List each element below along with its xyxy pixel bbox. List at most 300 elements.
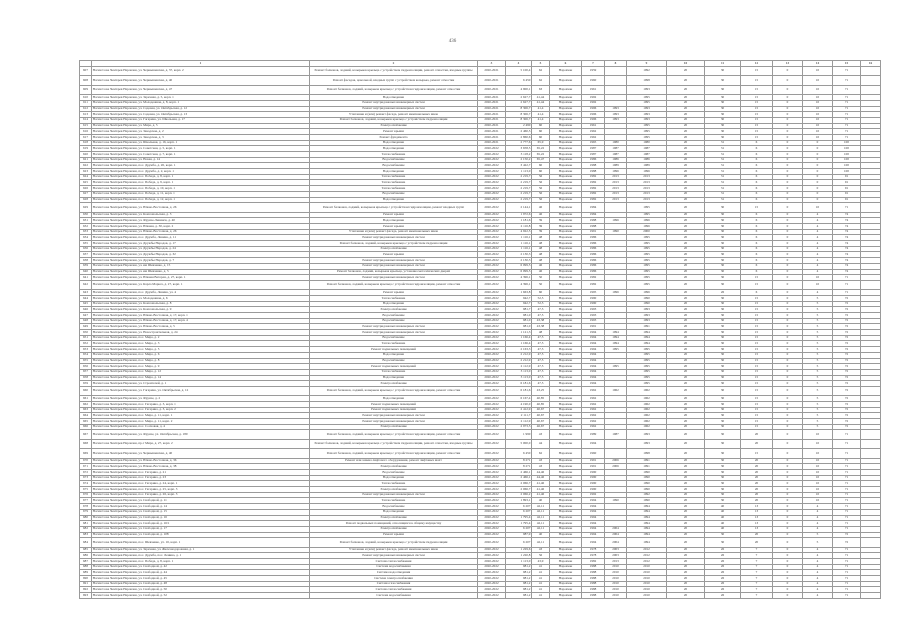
cell-work: Ремонт крыши	[310, 224, 478, 230]
cell-n: 655	[80, 358, 92, 364]
cell-addr: Ногин Сове Чем'ерев Наровчан, пос. Гагарина, д. 24, корп. 1	[92, 481, 310, 487]
cell-sum: 1 113,0	[506, 169, 532, 175]
cell-y2: 1987	[605, 430, 627, 439]
column-header: 15	[833, 61, 861, 67]
cell-d: 0	[773, 318, 803, 324]
page-number: 436	[448, 39, 457, 44]
cell-type: Наровчан	[550, 140, 582, 146]
cell-c: 20	[741, 487, 773, 493]
cell-addr: Ногин Сове Чем'ерев Наровчан, ул. Молодежная, д. 6	[92, 295, 310, 301]
cell-d: 0	[773, 458, 803, 464]
cell-d: 0	[773, 218, 803, 224]
cell-area: 56	[532, 553, 550, 559]
table-row	[80, 386, 881, 395]
cell-type: Наровчан	[550, 481, 582, 487]
cell-work: Водоснабжение	[310, 163, 478, 169]
cell-e: 4	[803, 559, 833, 565]
cell-addr: Ногин Сове Чем'ерев Наровчан, ул. Южно-Восточная, д. 36	[92, 458, 310, 464]
cell-y2: 1993	[605, 106, 627, 112]
cell-sum: 8 271	[506, 464, 532, 470]
cell-area: 44,46	[532, 470, 550, 476]
cell-sum: 3 118,2	[506, 152, 532, 158]
cell-type: Наровчан	[550, 413, 582, 419]
cell-sum: 2 111,7	[506, 413, 532, 419]
cell-type: Наровчан	[550, 307, 582, 313]
cell-type: Наровчан	[550, 358, 582, 364]
cell-e: 4	[803, 521, 833, 527]
cell-a: 20	[667, 547, 705, 553]
cell-b: 30	[705, 487, 741, 493]
cell-y1: 1982	[582, 174, 605, 180]
cell-c: 20	[741, 532, 773, 538]
cell-f: 100	[833, 140, 861, 146]
cell-d: 0	[773, 307, 803, 313]
cell-c: 15	[741, 307, 773, 313]
cell-addr: Ногин Сове Чем'ерев Наровчан, пос. Мира, д. 12	[92, 369, 310, 375]
cell-empty	[861, 386, 881, 395]
cell-f: 72	[833, 295, 861, 301]
cell-period: 2020-2022	[478, 470, 506, 476]
cell-work: Теплоснабжение	[310, 174, 478, 180]
cell-a: 20	[667, 275, 705, 281]
cell-f: 91	[833, 180, 861, 186]
cell-e: 4	[803, 229, 833, 235]
cell-a: 20	[667, 413, 705, 419]
cell-f: 72	[833, 335, 861, 341]
cell-b: 30	[705, 538, 741, 547]
cell-b: 30	[705, 295, 741, 301]
cell-sum: 981,2	[506, 581, 532, 587]
cell-a: 20	[667, 515, 705, 521]
cell-y1: 1990	[582, 481, 605, 487]
cell-a: 20	[667, 402, 705, 408]
cell-n: 692	[80, 587, 92, 593]
cell-area: 48	[532, 330, 550, 336]
cell-y3: 1994	[627, 509, 667, 515]
cell-c: 7	[741, 581, 773, 587]
cell-type: Наровчан	[550, 95, 582, 101]
cell-d: 0	[773, 280, 803, 289]
cell-c: 6	[741, 191, 773, 197]
cell-y3: 1993	[627, 439, 667, 448]
cell-period: 2020-2022	[478, 369, 506, 375]
cell-d: 0	[773, 593, 803, 599]
cell-n: 640	[80, 269, 92, 275]
cell-n: 674	[80, 481, 92, 487]
cell-area: 46	[532, 263, 550, 269]
cell-type: Наровчан	[550, 313, 582, 319]
cell-e: 5	[803, 402, 833, 408]
cell-d: 0	[773, 381, 803, 387]
cell-addr: Ногин Сове Чем'ерев Наровчан, ул. Гагарина, ул. Школьная, д. 17	[92, 117, 310, 123]
cell-d: 0	[773, 419, 803, 425]
cell-d: 0	[773, 581, 803, 587]
cell-a: 20	[667, 280, 705, 289]
cell-e: 10	[803, 100, 833, 106]
cell-c: 15	[741, 203, 773, 212]
cell-area: 65,47	[532, 157, 550, 163]
cell-d: 0	[773, 538, 803, 547]
table-row	[80, 449, 881, 458]
cell-sum: 2 212,9	[506, 352, 532, 358]
cell-y3: 1995	[627, 364, 667, 370]
cell-b: 30	[705, 117, 741, 123]
cell-area: 47,5	[532, 313, 550, 319]
cell-d: 0	[773, 229, 803, 235]
column-header: 4	[506, 61, 532, 67]
cell-b: 30	[705, 307, 741, 313]
cell-a: 20	[667, 553, 705, 559]
cell-c: 15	[741, 100, 773, 106]
cell-e: 4	[803, 212, 833, 218]
cell-sum: 981,0	[506, 324, 532, 330]
cell-n: 689	[80, 570, 92, 576]
cell-y2: 2010	[605, 581, 627, 587]
cell-sum: 2 627,7	[506, 95, 532, 101]
cell-b: 30	[705, 212, 741, 218]
cell-b: 30	[705, 402, 741, 408]
cell-type: Наровчан	[550, 475, 582, 481]
cell-area: 41,46	[532, 487, 550, 493]
cell-sum: 981,2	[506, 587, 532, 593]
cell-e: 0	[803, 186, 833, 192]
cell-work: Ремонт подвальных помещений, относящихся к общему имуществу	[310, 521, 478, 527]
cell-b: 30	[705, 324, 741, 330]
cell-b: 40	[705, 509, 741, 515]
cell-period: 2020-2022	[478, 498, 506, 504]
cell-y2: 2010	[605, 570, 627, 576]
cell-e: 5	[803, 538, 833, 547]
cell-y3: 1998	[627, 76, 667, 85]
cell-sum: 2 219,7	[506, 191, 532, 197]
cell-y3: 1995	[627, 123, 667, 129]
cell-b: 40	[705, 515, 741, 521]
cell-d: 0	[773, 498, 803, 504]
cell-a: 20	[667, 330, 705, 336]
cell-d: 0	[773, 191, 803, 197]
cell-addr: Ногин Сове Чем'ерев Наровчан, ул. им Шевченко, д. 15	[92, 263, 310, 269]
cell-y1: 1987	[582, 152, 605, 158]
cell-area: 41,46	[532, 481, 550, 487]
cell-type: Наровчан	[550, 504, 582, 510]
cell-area: 60	[532, 129, 550, 135]
cell-n: 648	[80, 318, 92, 324]
cell-c: 15	[741, 134, 773, 140]
cell-f: 72	[833, 330, 861, 336]
cell-y1: 1994	[582, 347, 605, 353]
cell-period: 2020-2022	[478, 504, 506, 510]
cell-f: 100	[833, 152, 861, 158]
cell-area: 60	[532, 169, 550, 175]
cell-y1: 1984	[582, 203, 605, 212]
cell-type: Наровчан	[550, 386, 582, 395]
cell-type: Наровчан	[550, 526, 582, 532]
cell-y1: 1988	[582, 593, 605, 599]
cell-y1: 1988	[582, 163, 605, 169]
cell-addr: Ногин Сове Чем'ерев Наровчан, ул. Свободной, д. 15	[92, 509, 310, 515]
cell-n: 628	[80, 197, 92, 203]
cell-addr: Ногин Сове Чем'ерев Наровчан, ул. Школьная, д. 16, корп. 1	[92, 140, 310, 146]
cell-sum: 3 422,7	[506, 163, 532, 169]
cell-n: 673	[80, 475, 92, 481]
cell-n: 625	[80, 180, 92, 186]
cell-e: 10	[803, 449, 833, 458]
cell-y3: 1962	[627, 386, 667, 395]
cell-n: 639	[80, 263, 92, 269]
cell-y2: 1995	[605, 347, 627, 353]
cell-period: 2020-2022	[478, 169, 506, 175]
cell-y3: 1994	[627, 515, 667, 521]
cell-e: 4	[803, 526, 833, 532]
cell-c: 15	[741, 313, 773, 319]
cell-type: Наровчан	[550, 258, 582, 264]
cell-b: 30	[705, 458, 741, 464]
cell-a: 20	[667, 358, 705, 364]
cell-work: Водоотведение	[310, 301, 478, 307]
cell-b: 30	[705, 123, 741, 129]
cell-a: 20	[667, 475, 705, 481]
cell-period: 2020-2022	[478, 402, 506, 408]
cell-y2: 2004	[605, 538, 627, 547]
cell-work: Теплоснабжение	[310, 481, 478, 487]
cell-area: 41	[532, 570, 550, 576]
cell-a: 20	[667, 218, 705, 224]
cell-f: 72	[833, 313, 861, 319]
cell-a: 20	[667, 152, 705, 158]
cell-n: 693	[80, 593, 92, 599]
cell-addr: Ногин Сове Чем'ерев Наровчан, ул. Южно-Восточная, д. 26	[92, 229, 310, 235]
cell-type: Наровчан	[550, 76, 582, 85]
cell-period: 2020-2022	[478, 413, 506, 419]
cell-f: 74	[833, 258, 861, 264]
cell-addr: Ногин Сове Чем'ерев Наровчан, ул. Южная Ветеран, д. 27, корп. 1	[92, 275, 310, 281]
cell-period: 2020-2022	[478, 335, 506, 341]
cell-d: 0	[773, 129, 803, 135]
cell-work: Ремонт крыши	[310, 129, 478, 135]
cell-b: 30	[705, 203, 741, 212]
cell-addr: Ногин Сове Чем'ерев Наровчан, пос. Победа, д. 12, корп. 1	[92, 197, 310, 203]
cell-period: 2020-2022	[478, 581, 506, 587]
cell-sum: 981,2	[506, 576, 532, 582]
cell-y1: 1962	[582, 419, 605, 425]
cell-addr: Ногин Сове Чем'ерев Наровчан, ул. Южно-Восточная, д. 17, корп. 1	[92, 313, 310, 319]
cell-b: 30	[705, 224, 741, 230]
cell-n: 683	[80, 532, 92, 538]
cell-d: 0	[773, 341, 803, 347]
cell-sum: 2 130,3	[506, 258, 532, 264]
cell-y3: 1995	[627, 203, 667, 212]
cell-y3: 2010	[627, 581, 667, 587]
cell-period: 2020-2021	[478, 134, 506, 140]
cell-sum: 1 116,1	[506, 246, 532, 252]
cell-e: 10	[803, 492, 833, 498]
cell-work: Теплоснабжение	[310, 341, 478, 347]
cell-n: 658	[80, 375, 92, 381]
cell-y3: 1998	[627, 449, 667, 458]
cell-area: 48	[532, 252, 550, 258]
cell-addr: Ногин Сове Чем'ерев Наровчан, пос. Мира, д. 8	[92, 358, 310, 364]
cell-addr: Ногин Сове Чем'ерев Наровчан, пос. Дружба, Ленина, ул. 4	[92, 290, 310, 296]
table-row	[80, 593, 881, 599]
cell-y1: 1994	[582, 369, 605, 375]
cell-n: 637	[80, 252, 92, 258]
cell-d: 0	[773, 269, 803, 275]
cell-area: 56	[532, 186, 550, 192]
cell-e: 4	[803, 263, 833, 269]
cell-n: 646	[80, 307, 92, 313]
cell-e: 10	[803, 112, 833, 118]
cell-addr: Ногин Сове Чем'ерев Наровчан, ул. Дружбы Народов, д. 24	[92, 246, 310, 252]
cell-n: 619	[80, 146, 92, 152]
cell-n: 629	[80, 203, 92, 212]
cell-type: Наровчан	[550, 152, 582, 158]
cell-work: Ремонт внутридомовых инженерных систем	[310, 275, 478, 281]
cell-work: Теплоснабжение	[310, 186, 478, 192]
cell-addr: Ногин Сове Чем'ерев Наровчан, ул. Фрунзе, д. 2	[92, 396, 310, 402]
cell-a: 20	[667, 509, 705, 515]
cell-e: 0	[803, 146, 833, 152]
cell-sum: 3 113,0	[506, 375, 532, 381]
cell-period: 2020-2022	[478, 258, 506, 264]
cell-d: 0	[773, 157, 803, 163]
cell-d: 0	[773, 576, 803, 582]
cell-addr: Ногин Сове Чем'ерев Наровчан, ул. Южно-Восточная, д. 17, корп. 4	[92, 318, 310, 324]
cell-c: 6	[741, 163, 773, 169]
cell-empty	[861, 76, 881, 85]
cell-f: 71	[833, 470, 861, 476]
cell-area: 40	[532, 498, 550, 504]
cell-sum: 5 000,0	[506, 439, 532, 448]
cell-c: 7	[741, 553, 773, 559]
cell-f: 100	[833, 157, 861, 163]
cell-d: 0	[773, 386, 803, 395]
cell-type: Наровчан	[550, 67, 582, 76]
cell-addr: Ногин Сове Чем'ерев Наровчан, ул. Свободной, д. 108	[92, 532, 310, 538]
cell-e: 5	[803, 419, 833, 425]
cell-addr: Ногин Сове Чем'ерев Наровчан, ул. Чернышевская, д. 37, корп. 2	[92, 67, 310, 76]
cell-b: 30	[705, 407, 741, 413]
cell-y3: 1996	[627, 218, 667, 224]
cell-y3: 1995	[627, 269, 667, 275]
cell-sum: 4 190,0	[506, 402, 532, 408]
cell-addr: Ногин Сове Чем'ерев Наровчан, пос. Дружба, Ленина, д. 11	[92, 235, 310, 241]
cell-y2: 1995	[605, 364, 627, 370]
cell-d: 0	[773, 526, 803, 532]
cell-d: 0	[773, 330, 803, 336]
cell-f: 71	[833, 564, 861, 570]
cell-work: Водоотведение	[310, 146, 478, 152]
cell-d: 0	[773, 246, 803, 252]
cell-y3: 1990	[627, 470, 667, 476]
cell-type: Наровчан	[550, 112, 582, 118]
cell-addr: Ногин Сове Чем'ерев Наровчан, пос. Гагарина, д. 25, корп. 3	[92, 487, 310, 493]
cell-f: 71	[833, 481, 861, 487]
cell-period: 2020-2021	[478, 95, 506, 101]
cell-work: Система водоснабжения	[310, 593, 478, 599]
cell-addr: Ногин Сове Чем'ерев Наровчан, ул. Южно-Восточная, д. 5	[92, 324, 310, 330]
cell-y3: 1993	[627, 106, 667, 112]
cell-c: 13	[741, 504, 773, 510]
cell-work: Водоснабжение	[310, 191, 478, 197]
cell-d: 0	[773, 100, 803, 106]
cell-c: 6	[741, 229, 773, 235]
cell-e: 4	[803, 241, 833, 247]
cell-y1: 1978	[582, 547, 605, 553]
cell-f: 72	[833, 364, 861, 370]
cell-e: 4	[803, 515, 833, 521]
cell-f: 72	[833, 375, 861, 381]
cell-addr: Ногин Сове Чем'ерев Наровчан, ул. Свободной, д. 50	[92, 587, 310, 593]
cell-n: 665	[80, 419, 92, 425]
cell-e: 10	[803, 85, 833, 94]
cell-period: 2020-2022	[478, 241, 506, 247]
cell-work: Ремонт внутридомовых инженерных систем	[310, 492, 478, 498]
cell-period: 2020-2021	[478, 76, 506, 85]
cell-sum: 8 306,7	[506, 106, 532, 112]
cell-sum: 942,7	[506, 301, 532, 307]
cell-sum: 2 627,7	[506, 100, 532, 106]
cell-sum: 2 777,6	[506, 140, 532, 146]
cell-addr: Ногин Сове Чем'ерев Наровчан, пос. Гагарина, д. 3, корп. 1	[92, 402, 310, 408]
cell-type: Наровчан	[550, 163, 582, 169]
cell-y1: 1982	[582, 280, 605, 289]
cell-d: 0	[773, 532, 803, 538]
cell-f: 72	[833, 358, 861, 364]
cell-d: 0	[773, 180, 803, 186]
cell-period: 2020-2022	[478, 364, 506, 370]
cell-c: 15	[741, 347, 773, 353]
cell-e: 5	[803, 335, 833, 341]
cell-d: 0	[773, 430, 803, 439]
cell-area: 43	[532, 547, 550, 553]
cell-d: 0	[773, 224, 803, 230]
cell-f: 71	[833, 449, 861, 458]
cell-e: 5	[803, 330, 833, 336]
cell-f: 72	[833, 352, 861, 358]
cell-addr: Ногин Сове Чем'ерев Наровчан, пос. Гагарина, д. 21	[92, 470, 310, 476]
cell-y2: 1962	[605, 386, 627, 395]
cell-sum: 1 663,8	[506, 290, 532, 296]
column-header: 12	[741, 61, 773, 67]
cell-work: Ремонт внутридомовых инженерных систем	[310, 106, 478, 112]
cell-y3: 1995	[627, 252, 667, 258]
cell-type: Наровчан	[550, 470, 582, 476]
cell-y2: 2004	[605, 526, 627, 532]
cell-area: 41,4	[532, 112, 550, 118]
cell-period: 2020-2022	[478, 492, 506, 498]
cell-y3: 1995	[627, 375, 667, 381]
cell-d: 0	[773, 559, 803, 565]
column-header: 2	[310, 61, 478, 67]
cell-area: 43,38	[532, 318, 550, 324]
cell-y1: 1991	[582, 324, 605, 330]
cell-e: 4	[803, 246, 833, 252]
cell-e: 5	[803, 313, 833, 319]
cell-work: Водоотведение	[310, 396, 478, 402]
cell-c: 13	[741, 515, 773, 521]
cell-period: 2020-2022	[478, 381, 506, 387]
cell-y3: 1995	[627, 381, 667, 387]
cell-d: 0	[773, 402, 803, 408]
cell-d: 0	[773, 163, 803, 169]
cell-y3: 2010	[627, 576, 667, 582]
cell-area: 41,46	[532, 492, 550, 498]
cell-d: 0	[773, 197, 803, 203]
cell-n: 652	[80, 341, 92, 347]
cell-b: 30	[705, 235, 741, 241]
cell-area: 42,11	[532, 521, 550, 527]
cell-sum: 981,2	[506, 564, 532, 570]
